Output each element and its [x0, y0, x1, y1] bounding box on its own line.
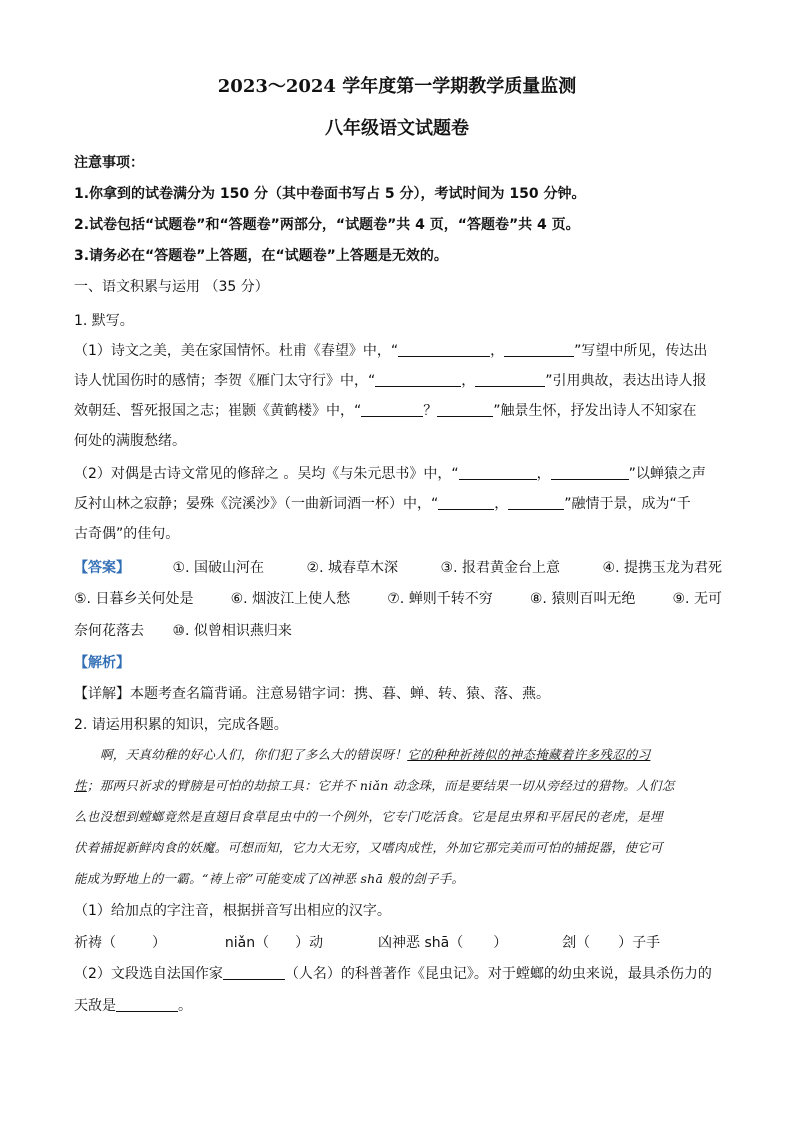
answer-blank — [508, 497, 564, 510]
answer-item: ⑨. 无可 — [672, 591, 722, 607]
answer-blank — [361, 404, 423, 417]
q1-part2-line2 — [74, 493, 724, 513]
answer-blank — [223, 967, 285, 980]
q2-sub1: （1）给加点的字注音，根据拼音写出相应的汉字。 — [74, 903, 391, 919]
answer-blank — [398, 344, 490, 357]
q1-part1-line4: 何处的满腹愁绪。 — [74, 433, 186, 449]
passage-line-1 — [100, 745, 724, 763]
text-segment: ， — [536, 466, 551, 482]
answer-row-2 — [74, 588, 724, 608]
text-segment: 。 — [178, 998, 192, 1014]
underlined-text: 性 — [74, 778, 87, 793]
text-segment: ， — [494, 496, 509, 512]
notice-item-1: 1.你拿到的试卷满分为 150 分（其中卷面书写占 5 分），考试时间为 150 分钟。 — [74, 186, 586, 202]
answer-blank — [504, 344, 574, 357]
answer-row-1 — [74, 557, 724, 577]
answer-item: ②. 城春草木深 — [306, 560, 398, 576]
notice-item-2: 2.试卷包括“试题卷”和“答题卷”两部分，“试题卷”共 4 页，“答题卷”共 4 页。 — [74, 217, 580, 233]
answer-item: ⑥. 烟波江上使人愁 — [230, 591, 351, 607]
text-segment: ？ — [423, 403, 438, 419]
answer-blank — [459, 467, 537, 480]
fill-text: niǎn（ — [224, 935, 270, 951]
text-segment: ”以蝉猿之声 — [628, 466, 706, 482]
q2-sub2-line1 — [74, 963, 724, 983]
question-1-title: 1. 默写。 — [74, 313, 134, 329]
answer-blank — [437, 404, 493, 417]
answer-item: ⑦. 蝉则千转不穷 — [387, 591, 493, 607]
answer-item: ③. 报君黄金台上意 — [440, 560, 560, 576]
text-segment: 啊，天真幼稚的好心人们，你们犯了多么大的错误呀！ — [100, 747, 408, 762]
answer-blank — [475, 374, 545, 387]
text-segment: ”触景生怀，抒发出诗人不知家在 — [493, 403, 697, 419]
answer-item: 奈何花落去 — [74, 623, 144, 639]
text-segment: ；那两只祈求的臂膀是可怕的劫掠工具：它并不 niǎn 动念珠，而是要结果一切从旁经过的猎物。人们怎 — [86, 778, 675, 793]
answer-item: ④. 提携玉龙为君死 — [602, 560, 722, 576]
q2-fill-row — [74, 932, 724, 952]
analysis-detail: 【详解】本题考查名篇背诵。注意易错字词：携、暮、蝉、转、猿、落、燕。 — [74, 686, 550, 702]
q1-part1-line2 — [74, 370, 724, 390]
text-segment: （2）文段选自法国作家 — [74, 966, 223, 982]
passage-line-4: 伏着捕捉新鲜肉食的妖魔。可想而知，它力大无穷，又嗜肉成性，外加它那完美而可怕的捕捉器，使它可 — [74, 840, 663, 855]
text-segment: （人名）的科普著作《昆虫记》。对于螳螂的幼虫来说，最具杀伤力的 — [284, 966, 712, 982]
exam-title: 2023～2024 学年度第一学期教学质量监测 — [217, 76, 577, 97]
fill-text: 祈祷（ — [74, 935, 116, 951]
text-segment: ”引用典故，表达出诗人报 — [545, 373, 707, 389]
q1-part1-line3 — [74, 400, 724, 420]
answer-item: ①. 国破山河在 — [172, 560, 264, 576]
exam-subtitle: 八年级语文试题卷 — [325, 118, 469, 139]
fill-text: ） — [152, 935, 166, 951]
q1-part1-line1 — [74, 340, 724, 360]
underlined-text: 它的种种祈祷似的神态掩藏着许多残忍的习 — [407, 747, 651, 762]
fill-text: ）子手 — [618, 935, 661, 951]
answer-blank — [438, 497, 494, 510]
answer-label: 【答案】 — [74, 560, 130, 576]
notice-item-3: 3.请务必在“答题卷”上答题，在“试题卷”上答题是无效的。 — [74, 248, 448, 264]
answer-item: ⑩. 似曾相识燕归来 — [172, 623, 292, 639]
passage-line-2 — [74, 776, 724, 794]
notice-heading: 注意事项： — [74, 155, 144, 171]
fill-text: ）动 — [295, 935, 324, 951]
answer-blank — [375, 374, 461, 387]
section-heading: 一、语文积累与运用 （35 分） — [74, 279, 269, 295]
text-segment: ， — [461, 373, 476, 389]
q1-part2-line1 — [74, 463, 724, 483]
q1-part2-line3: 古奇偶”的佳句。 — [74, 526, 180, 542]
answer-item: ⑤. 日暮乡关何处是 — [74, 591, 194, 607]
answer-blank — [116, 999, 178, 1012]
text-segment: 效朝廷、誓死报国之志；崔颢《黄鹤楼》中，“ — [74, 403, 362, 419]
text-segment: ， — [490, 343, 505, 359]
passage-line-3: 么也没想到螳螂竟然是直翅目食草昆虫中的一个例外，它专门吃活食。它是昆虫界和平居民的老虎，是埋 — [74, 809, 663, 824]
answer-item: ⑧. 猿则百叫无绝 — [529, 591, 636, 607]
answer-blank — [551, 467, 629, 480]
text-segment: （1）诗文之美，美在家国情怀。杜甫《春望》中，“ — [74, 343, 399, 359]
passage-line-5: 能成为野地上的一霸。“祷上帝”可能变成了凶神恶 shā 般的刽子手。 — [74, 871, 465, 886]
question-2-title: 2. 请运用积累的知识，完成各题。 — [74, 717, 288, 733]
q2-sub2-line2 — [74, 995, 724, 1015]
text-segment: 反衬山林之寂静；晏殊《浣溪沙》（一曲新词酒一杯）中，“ — [74, 496, 439, 512]
text-segment: 诗人忧国伤时的感情；李贺《雁门太守行》中，“ — [74, 373, 376, 389]
answer-row-3 — [74, 620, 724, 640]
text-segment: ”写望中所见，传达出 — [574, 343, 708, 359]
fill-text: 刽（ — [562, 935, 591, 951]
text-segment: ”融情于景，成为“千 — [564, 496, 691, 512]
fill-text: ） — [493, 935, 508, 951]
fill-text: 凶神恶 shā（ — [378, 935, 464, 951]
analysis-label: 【解析】 — [74, 655, 130, 671]
text-segment: 天敌是 — [74, 998, 116, 1014]
text-segment: （2）对偶是古诗文常见的修辞之 。吴均《与朱元思书》中，“ — [74, 466, 459, 482]
